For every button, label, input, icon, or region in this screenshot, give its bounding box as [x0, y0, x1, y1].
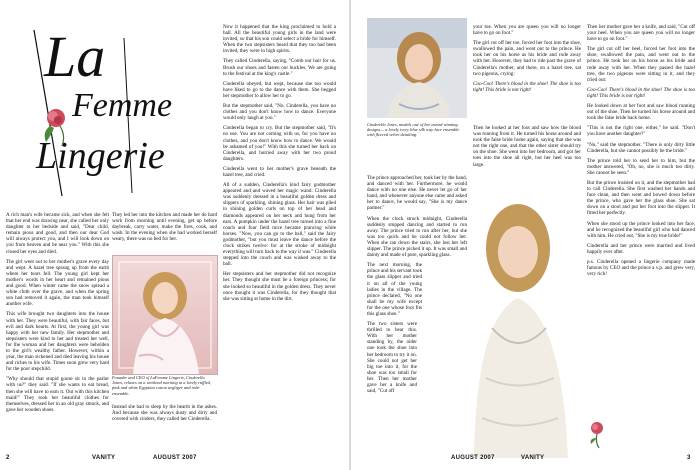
paragraph: When she stood up the prince looked into her face, and he recognized the beautiful girl who had danced with him. He cried out, "She is my true bride!"	[587, 220, 695, 239]
right-page	[351, 0, 700, 470]
cinderella-portrait-photo	[367, 18, 467, 118]
logo-line-lingerie: Lingerie	[36, 135, 165, 177]
paragraph: The prince told her to send her to him, but the mother answered, "Oh, no, she is much too dirty. She cannot be seen."	[587, 157, 695, 176]
rose-icon	[587, 420, 607, 448]
paragraph: Instead she had to sleep by the hearth in the ashes. And because she was always dusty and dirty and covered with cinders, they called her Cinderella.	[112, 404, 217, 423]
magazine-name: VANITY	[92, 455, 116, 461]
paragraph: But the stepmother said, "No, Cinderella, you have no clothes and you don't know how to dance. Everyone would only laugh at you."	[223, 103, 336, 122]
paragraph: Then he looked at her foot and saw how the blood was running from it. He turned his horse around and took the false bride home again, saying that she was not the right one, and that the other sister should try on the shoe. She went into her bedroom, and got her toes into the shoe all right, but her heel was too large.	[473, 125, 581, 168]
la-femme-lingerie-logo	[32, 18, 173, 198]
cinderella-robe-photo	[112, 255, 218, 375]
right-column-2-top	[473, 24, 581, 124]
pigeon-verse: Coo-Coo! There's blood in the shoe! The shoe is too tight! This bride is not right!	[473, 80, 581, 93]
paragraph: "This is not the right one, either," he said. "Don't you have another daughter?"	[587, 125, 695, 138]
right-column-2-bottom	[473, 125, 581, 185]
paragraph: The next morning, the prince and his servant took the glass slipper and tried it on all of the young ladies in the village. The prince declared, "No one shall be my wife except for the one whose foot fits this glass shoe."	[367, 262, 422, 317]
paragraph: They called Cinderella, saying, "Comb our hair for us. Brush our shoes and fasten our buckles. We are going to the festival at the king's castle."	[223, 58, 336, 77]
issue-date: AUGUST 2007	[153, 455, 197, 461]
paragraph: He looked down at her foot and saw blood running out of the shoe. Then he turned his horse around and took the false bride back home.	[587, 103, 695, 122]
paragraph: When the clock struck midnight, Cinderella suddenly stopped dancing and started to run away. The prince tried to run after her, but she was too quick and he could not follow her. When she ran down the stairs, she lost her left slipper. The prince picked it up. It was small and dainty and made of pure, sparkling glass.	[367, 215, 467, 259]
paragraph: p.s. Cinderella opened a lingerie company made famous by CEO and the prince a v.p. and grew very, very rich!	[587, 259, 695, 278]
left-column-3	[223, 24, 336, 452]
logo-line-la: La	[44, 24, 106, 89]
magazine-name: VANITY	[521, 455, 545, 461]
paragraph: A rich man's wife became sick, and when she felt that her end was drawing near, she called her only daughter to her bedside and said, "Dear child, remain pious and good, and then our dear God will always protect you, and I will look down on you from heaven and be near you." With this she closed her eyes and died.	[6, 212, 109, 255]
paragraph: They led her into the kitchen and made her do hard work from morning until evening, get up before daybreak, carry water, make the fires, cook, and wash. In the evening when she had worked herself weary, there was no bed for her.	[112, 212, 217, 243]
paragraph: The girl cut off her toe, forced her foot into the shoe, swallowed the pain, and went out to the prince. He took her on his horse as his bride and rode away with her. However, they had to ride past the grave of Cinderella's mother, and there, on a hazel tree, sat two pigeons, crying:	[473, 40, 581, 77]
paragraph: The two sisters were thrilled to hear this. With her mother standing by, the older one took the shoe into her bedroom to try it on. She could not get her big toe into it, for the shoe was too small for her. Then her mother gave her a knife and said, "Cut off	[367, 321, 417, 395]
paragraph: The girl cut off her heel, forced her foot into the shoe, swallowed the pain, and went out to the prince. He took her on his horse as his bride and rode away with her. When they passed the hazel tree, the two pigeons were sitting in it, and they cried out:	[587, 46, 695, 83]
paragraph: Cinderella obeyed, but wept, because she too would have liked to go to the dance with them. She begged her stepmother to allow her to go.	[223, 80, 336, 99]
photo-caption: Cinderella Jones, models one of her award winning designs— a lovely ivory blue silk way-lace ensemble with fleeced velvet detailing.	[367, 122, 460, 138]
paragraph: But the prince insisted on it, and the stepmother had to call Cinderella. She first washed her hands and face clean, and then went and bowed down before the prince, who gave her the glass shoe. She sat down on a stool and put her foot into the slipper. It fitted her perfectly.	[587, 179, 695, 217]
left-column-1	[6, 212, 109, 452]
paragraph: Her stepsisters and her stepmother did not recognize her. They thought she must be a foreign princess; for she looked so beautiful in the golden dress. They never once thought it was Cinderella, for they thought that she was sitting at home in the dirt.	[223, 271, 336, 302]
paragraph: Now it happened that the king proclaimed to hold a ball. All the beautiful young girls in the land were invited, so that his son could select a bride for himself. When the two stepsisters heard that they too had been invited, they were in high spirits.	[223, 24, 336, 55]
paragraph: The prince approached her, took her by the hand, and danced with her. Furthermore, he would dance with no one else. He never let go of her hand, and whenever anyone else came and asked her to dance, he would say, "She is my dance partner."	[367, 175, 467, 212]
left-column-2-bottom	[112, 404, 217, 450]
page-number: 2	[6, 455, 10, 461]
page-number: 3	[687, 455, 691, 461]
paragraph: your toe. When you are queen you will no longer have to go on foot."	[473, 24, 581, 37]
right-column-3	[587, 24, 695, 452]
paragraph: The girl went out to her mother's grave every day and wept. A hazel tree sprang up from the earth where her tears fell. The young girl kept her mother's words in her heart and remained pious and good. When winter came the snow spread a white cloth over the grave, and when the spring sun had removed it again, the man took himself another wife.	[6, 258, 109, 308]
photo-caption: Founder and CEO of LaFemme Lingerie, Cinderella Jones, relaxes on a weekend morning in a lovely ruffled, pink and white Egyptian cotton negligee and robe ensemble.	[112, 375, 211, 396]
paragraph: This wife brought two daughters into the house with her. They were beautiful, with fair faces, but evil and dark hearts. At first, the young girl was happy with her new family. Her stepmother and stepsisters were kind to her and treated her well, for the woman and her daughters were beholden to the girl's wealthy father. However, within a year, the man sickened and died leaving his house and riches to his wife. Times soon grew very hard for the poor stepchild.	[6, 311, 109, 373]
pigeon-verse: Coo-Coo! There's blood in the shoe! The shoe is too tight! This bride is not right!	[587, 86, 695, 99]
paragraph: Cinderella began to cry. But the stepmother said, "It's no use. You are not coming with us, for you have no clothes, and you don't know how to dance. We would be ashamed of you!" With this she turned her back on Cinderella, and hurried away with her two proud daughters.	[223, 125, 336, 162]
paragraph: Cinderella went to her mother's grave beneath the hazel tree, and cried.	[223, 165, 336, 178]
paragraph: "No," said the stepmother. "There is only dirty little Cinderella, but she cannot possibly be the bride."	[587, 141, 695, 154]
paragraph: "Why should that stupid goose sit in the parlor with us?" they said. "If she wants to eat bread, then she will have to earn it. Out with this kitchen maid!" They took her beautiful clothes for themselves, dressed her in an old gray smock, and gave her wooden shoes.	[6, 376, 109, 413]
paragraph: All of a sudden, Cinderella's kind fairy godmother appeared and and waved her magic wand. Cinderella was suddenly dressed in a beautiful golden dress and slippers of sparkling, shining glass. Her hair was piled in shining golden curls on top of her head and diamonds appeared on her neck and hung from her ears. A pumpkin under the hazel tree turned into a fine coach and four field mice became prancing white horses. "Now, you can go to the ball," said the fairy godmother, "but you must leave the dance before the clock strikes twelve: for at the stroke of midnight everything will turn back to the way it was." Cinderella stepped into the couch and was wisked away to the ball.	[223, 182, 336, 268]
paragraph: Cinderella and her prince were married and lived happily ever after.	[587, 242, 695, 255]
paragraph: Then her mother gave her a knife, and said, "Cut off your heel. When you are queen you will no longer have to go on foot."	[587, 24, 695, 43]
issue-date: AUGUST 2007	[451, 455, 495, 461]
left-column-2-top	[112, 212, 217, 252]
right-column-1	[367, 175, 467, 452]
left-page	[0, 0, 349, 470]
logo-line-femme: Femme	[72, 87, 173, 124]
